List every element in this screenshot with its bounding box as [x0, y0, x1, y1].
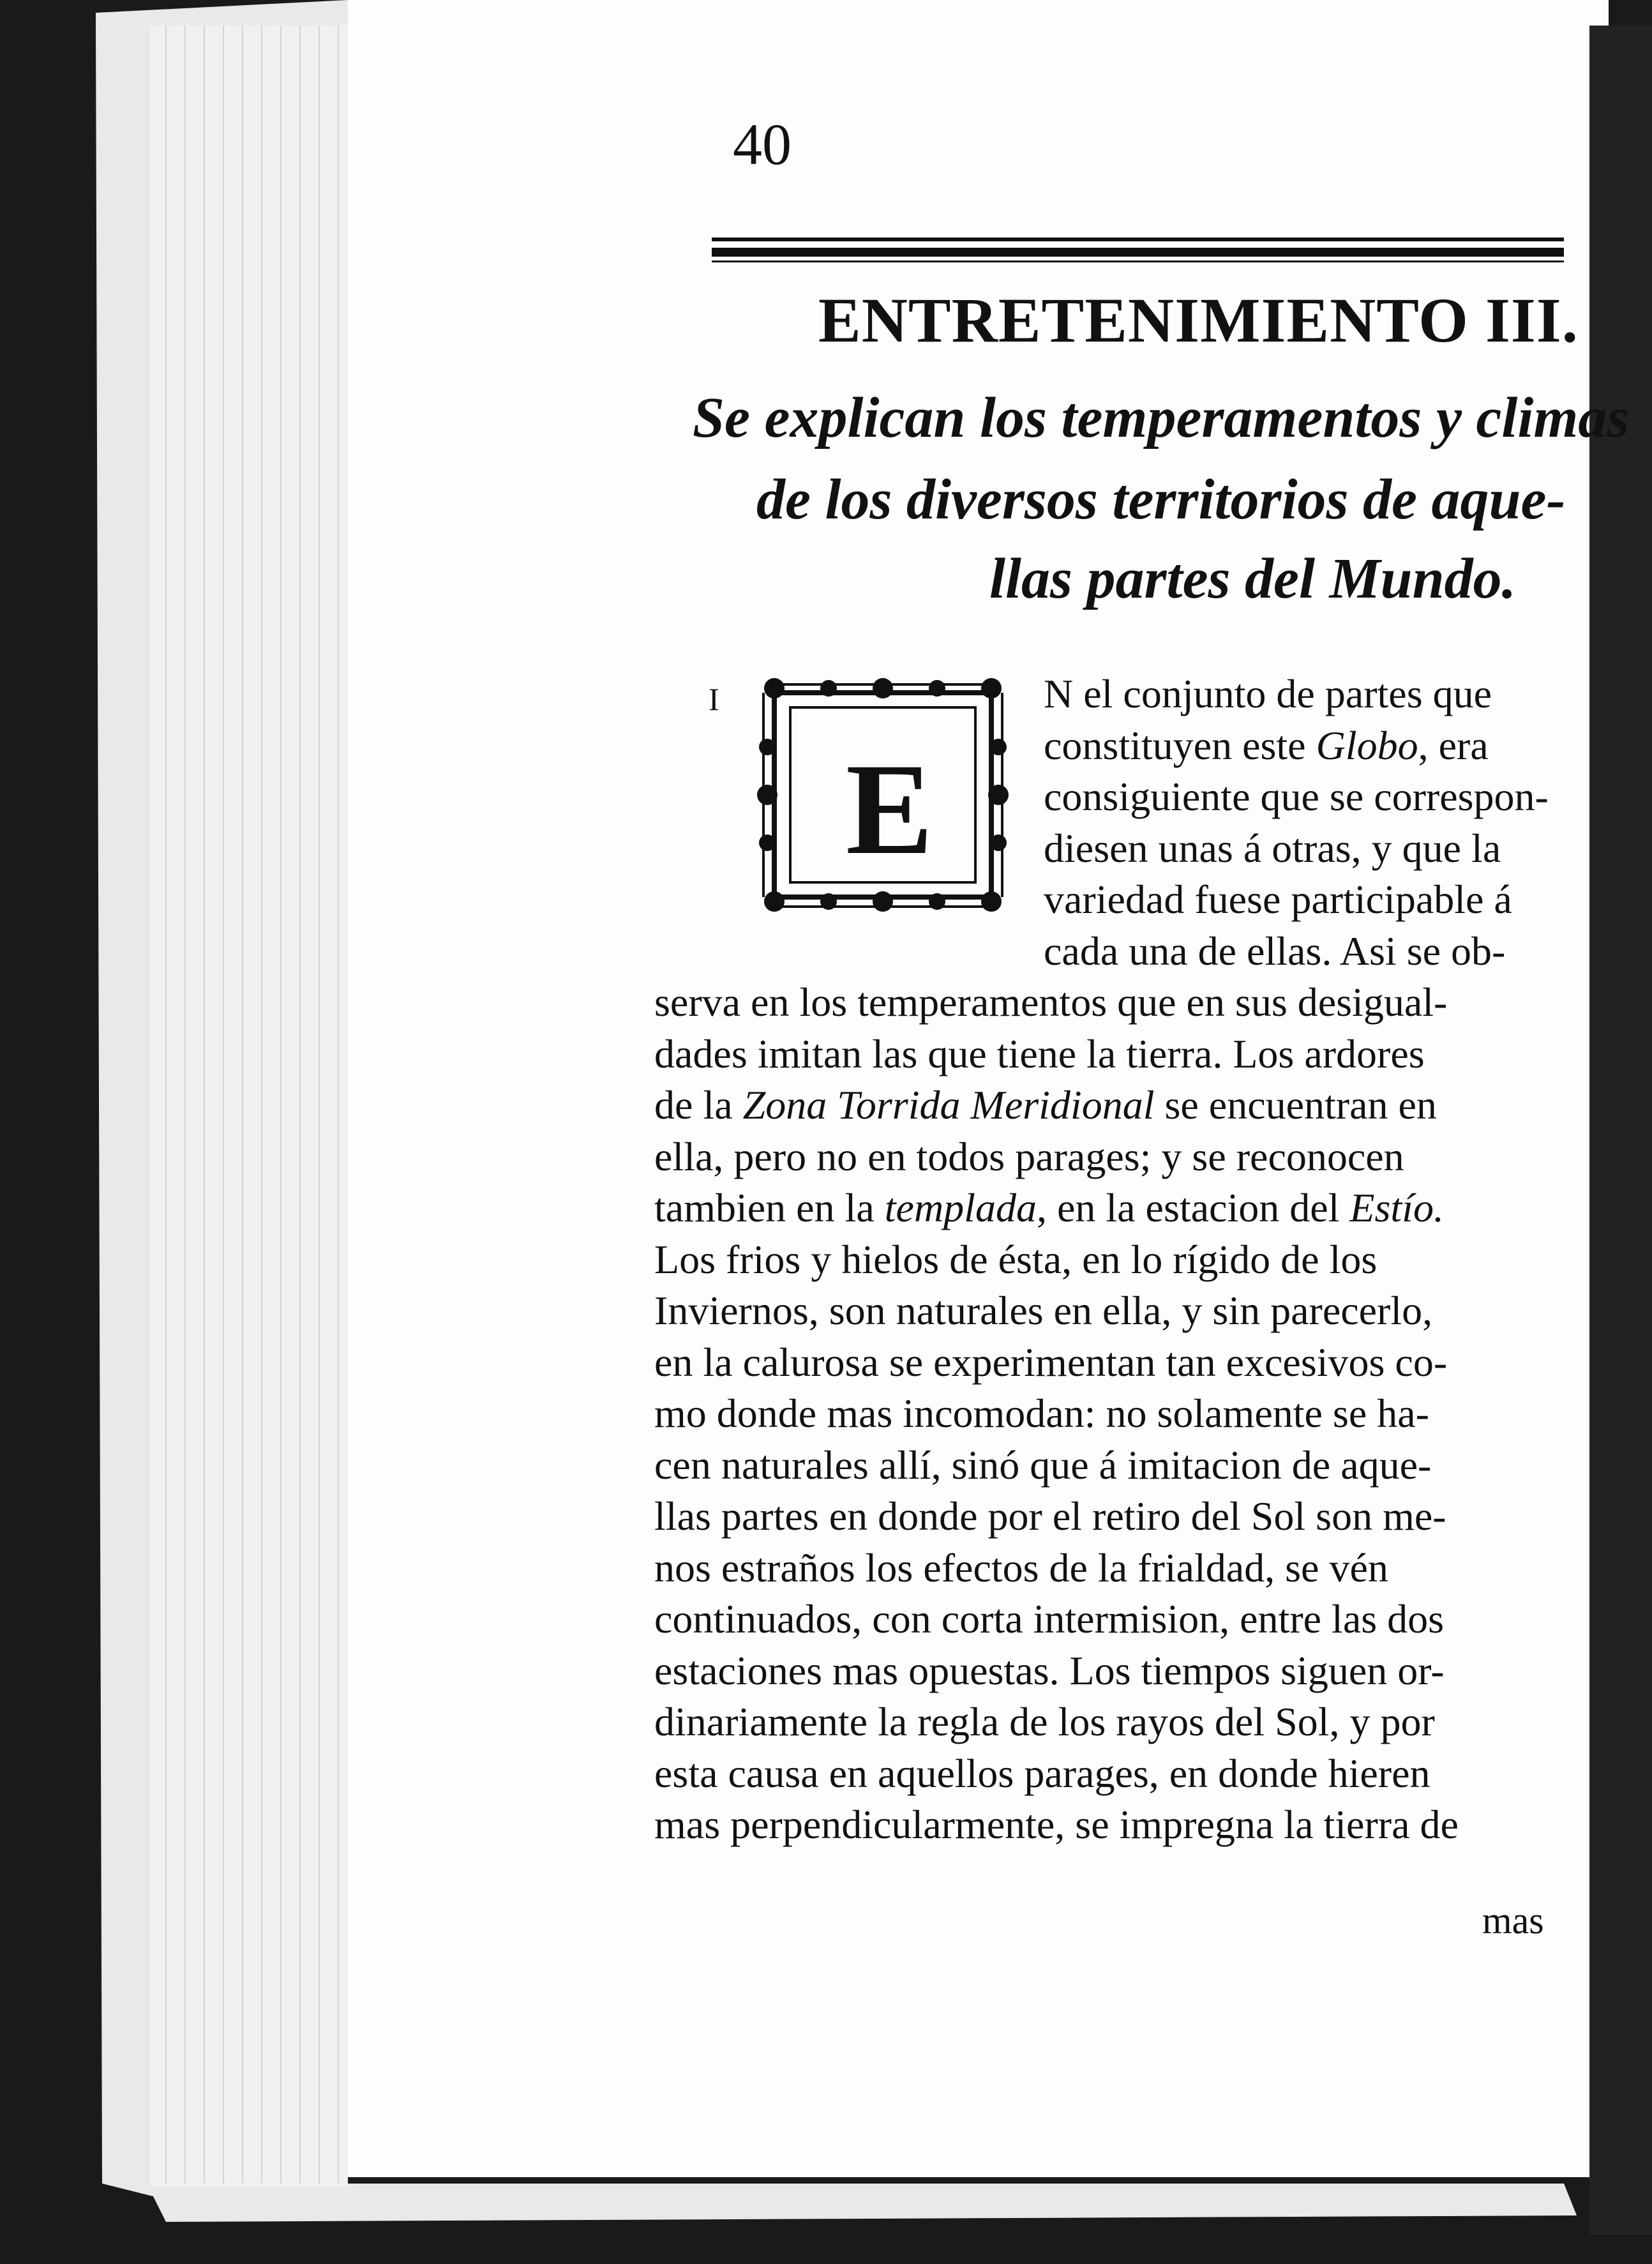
chapter-title: ENTRETENIMIENTO III. — [818, 285, 1579, 356]
body-line: diesen unas á otras, y que la — [1044, 825, 1501, 871]
body-line: de la Zona Torrida Meridional se encuentran en — [654, 1082, 1437, 1128]
body-line: cada una de ellas. Asi se ob- — [1044, 928, 1506, 974]
body-line: tambien en la templada, en la estacion del Estío. — [654, 1185, 1444, 1230]
body-line: cen naturales allí, sinó que á imitacion de aque- — [654, 1442, 1432, 1488]
body-line: constituyen este Globo, era — [1044, 722, 1489, 768]
catchword: mas — [1482, 1899, 1544, 1942]
initial-letter: E — [846, 737, 933, 882]
body-line: Inviernos, son naturales en ella, y sin parecerlo, — [654, 1288, 1433, 1333]
subtitle-line: llas partes del Mundo. — [989, 547, 1517, 610]
body-line: mas perpendicularmente, se impregna la tierra de — [654, 1802, 1459, 1847]
body-line: ella, pero no en todos parages; y se reconocen — [654, 1133, 1404, 1179]
page-number: 40 — [733, 112, 792, 177]
body-line: dades imitan las que tiene la tierra. Los ardores — [654, 1030, 1425, 1076]
body-line: consiguiente que se correspon- — [1044, 774, 1549, 819]
body-line: esta causa en aquellos parages, en donde hieren — [654, 1750, 1430, 1796]
body-line: en la calurosa se experimentan tan excesivos co- — [654, 1339, 1448, 1385]
paragraph-number: I — [709, 681, 719, 717]
body-line: nos estraños los efectos de la frialdad, se vén — [654, 1544, 1388, 1590]
body-line: variedad fuese participable á — [1044, 877, 1512, 922]
body-line: N el conjunto de partes que — [1044, 671, 1492, 716]
body-line: estaciones mas opuestas. Los tiempos siguen or- — [654, 1647, 1445, 1693]
body-line: mo donde mas incomodan: no solamente se ha- — [654, 1391, 1429, 1436]
body-line: continuados, con corta intermision, entre las dos — [654, 1596, 1445, 1641]
subtitle-line: de los diversos territorios de aque- — [756, 468, 1566, 531]
body-line: Los frios y hielos de ésta, en lo rígido de los — [654, 1236, 1378, 1282]
body-line: dinariamente la regla de los rayos del Sol, y por — [654, 1699, 1435, 1744]
body-line: serva en los temperamentos que en sus desigual- — [654, 979, 1448, 1025]
subtitle-line: Se explican los temperamentos y climas — [693, 386, 1630, 449]
body-line: llas partes en donde por el retiro del Sol son me- — [654, 1493, 1446, 1539]
